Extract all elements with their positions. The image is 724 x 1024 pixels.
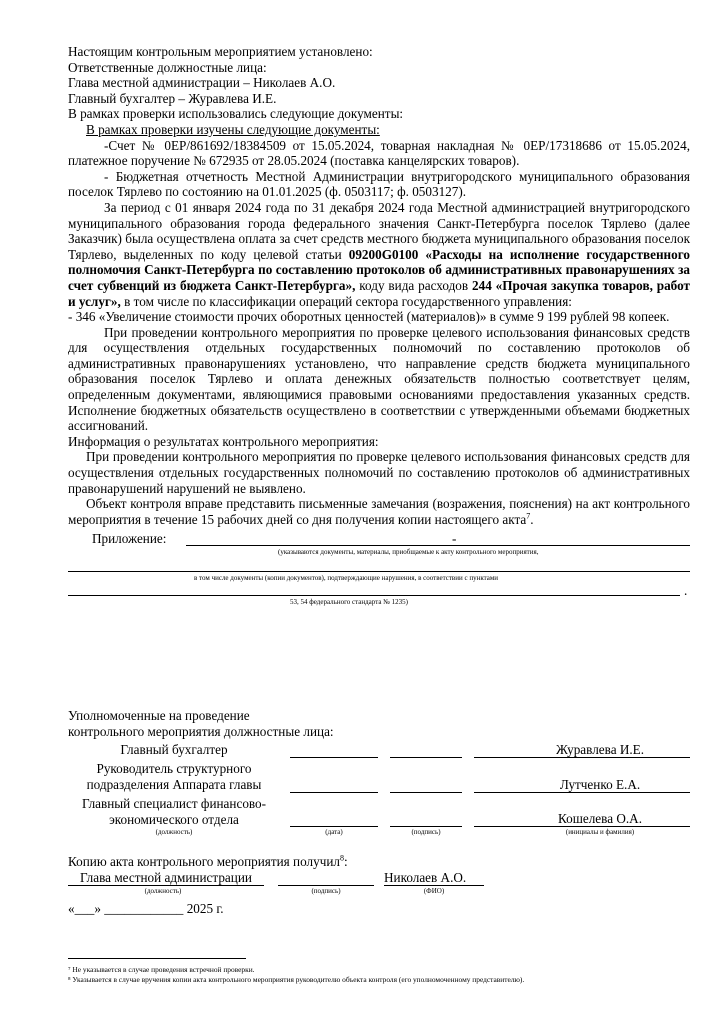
results-heading: Информация о результатах контрольного мероприятия: <box>68 433 379 449</box>
signature-position-3: Главный специалист финансово-экономического отдела <box>81 796 267 827</box>
documents-heading: В рамках проверки использовались следующие документы: <box>68 106 404 122</box>
receipt-caption-name: (ФИО) <box>423 887 445 895</box>
receipt-caption-signature: (подпись) <box>311 887 341 895</box>
signature-name-3: Кошелева О.А. <box>557 811 643 826</box>
act-body <box>68 44 690 615</box>
results-paragraph: При проведении контрольного мероприятия по проверке целевого использования финансовых средств для осуществления отдельных государственных полномочий по составлению протоколов об административных правонарушений нарушений не выявлено. <box>68 449 690 496</box>
caption-signature: (подпись) <box>411 828 441 836</box>
objections-paragraph: Объект контроля вправе представить письменные замечания (возражения, пояснения) на акт контрольного мероприятия в течение 15 рабочих дней со дня получения копии настоящего акта$^7$. <box>68 496 690 527</box>
payment-paragraph: За период с 01 января 2024 года по 31 декабря 2024 года Местной администрацией внутригородского муниципального образования города федерального значения Санкт-Петербурга поселок Тярлево (далее Заказчик) была осуществлена оплата за счет средств местного бюджета муниципального образования поселок Тярлево, выделенных по коду целевой статьи 09200G0100 «Расходы на исполнение государственного полномочия Санкт-Петербурга по составлению протоколов об административных правонарушениях за счет субвенций из бюджета Санкт-Петербурга», коду вида расходов 244 «Прочая закупка товаров, работ и услуг», в том числе по классификации операций сектора государственного управления: <box>68 199 690 309</box>
footnote-rule <box>68 958 246 959</box>
receipt-position-line <box>68 885 264 886</box>
receipt-caption-position: (должность) <box>144 887 182 895</box>
appendix-dot: . <box>684 583 688 599</box>
receipt-heading: Копию акта контрольного мероприятия получил$^8$: <box>68 853 348 869</box>
signatures-block <box>68 708 690 916</box>
documents-studied-heading: В рамках проверки изучены следующие документы: <box>86 121 380 137</box>
appendix-block <box>68 531 690 615</box>
signature-sign-line-2 <box>390 792 462 793</box>
caption-name: (инициалы и фамилия) <box>565 828 635 836</box>
receipt-name-line <box>384 885 484 886</box>
findings-paragraph: При проведении контрольного мероприятия по проверке целевого использования финансовых средств для осуществления отдельных государственных полномочий по составлению протоколов об административных правонарушениях установлено, что направление средств бюджета муниципального образования поселок Тярлево и оплата денежных обязательств полностью соответствует целям, определенным документами, являющимися правовыми основаниями предоставления указанных средств. Исполнение бюджетных обязательств осуществлено в соответствии с утвержденными объемами бюджетных ассигнований. <box>68 324 690 434</box>
expense-item: - 346 «Увеличение стоимости прочих оборотных ценностей (материалов)» в сумме 9 199 рублей 98 копеек. <box>68 309 670 325</box>
footnotes <box>68 958 690 985</box>
officials-heading: Ответственные должностные лица: <box>68 59 267 75</box>
receipt-name: Николаев А.О. <box>384 870 467 885</box>
receipt-position: Глава местной администрации <box>80 870 252 885</box>
signature-date-line-1 <box>290 757 378 758</box>
signature-position-1: Главный бухгалтер <box>120 742 228 757</box>
caption-position: (должность) <box>155 828 193 836</box>
footnote-8: ⁸ Указывается в случае вручения копии акта контрольного мероприятия руководителю объекта контроля (его уполномоченному представителю). <box>68 975 525 984</box>
signature-date-line-2 <box>290 792 378 793</box>
appendix-note-2: в том числе документы (копии документов), подтверждающие нарушения, в соответствии с пунктами <box>194 574 499 583</box>
appendix-line-1 <box>186 545 690 546</box>
footnote-7: ⁷ Не указывается в случае проведения встречной проверки. <box>68 965 255 974</box>
appendix-dash: - <box>452 531 457 547</box>
caption-date: (дата) <box>325 828 343 836</box>
appendix-note-3: 53, 54 федерального стандарта № 1235) <box>290 598 408 607</box>
signature-sign-line-3 <box>390 826 462 827</box>
appendix-label: Приложение: <box>92 531 167 547</box>
signature-sign-line-1 <box>390 757 462 758</box>
signature-date-line-3 <box>290 826 378 827</box>
appendix-line-2 <box>68 571 690 572</box>
documents-list-reporting: - Бюджетная отчетность Местной Администрации внутригородского муниципального образования поселок Тярлево по состоянию на 01.01.2025 (ф. 0503117; ф. 0503127). <box>68 168 690 200</box>
appendix-line-3 <box>68 595 680 596</box>
official-accountant: Главный бухгалтер – Журавлева И.Е. <box>68 90 277 106</box>
signature-position-2: Руководитель структурного подразделения Аппарата главы <box>86 761 262 792</box>
receipt-signature-line <box>278 885 374 886</box>
official-head: Глава местной администрации – Николаев А.О. <box>68 75 336 91</box>
signature-name-1: Журавлева И.Е. <box>555 742 645 757</box>
receipt-date-line: «___» ____________ 2025 г. <box>68 901 224 916</box>
signatures-heading-2: контрольного мероприятия должностные лица: <box>68 723 334 739</box>
signatures-heading-1: Уполномоченные на проведение <box>68 708 250 723</box>
documents-list-invoices: -Счет № 0ЕР/861692/18384509 от 15.05.2024, товарная накладная № 0ЕР/17318686 от 15.05.2024, платежное поручение № 672935 от 28.05.2024 (поставка канцелярских товаров). <box>68 137 690 169</box>
intro-line: Настоящим контрольным мероприятием установлено: <box>68 44 373 59</box>
signature-name-2: Лутченко Е.А. <box>559 777 641 792</box>
appendix-note-1: (указываются документы, материалы, приобщаемые к акту контрольного мероприятия, <box>278 548 539 557</box>
